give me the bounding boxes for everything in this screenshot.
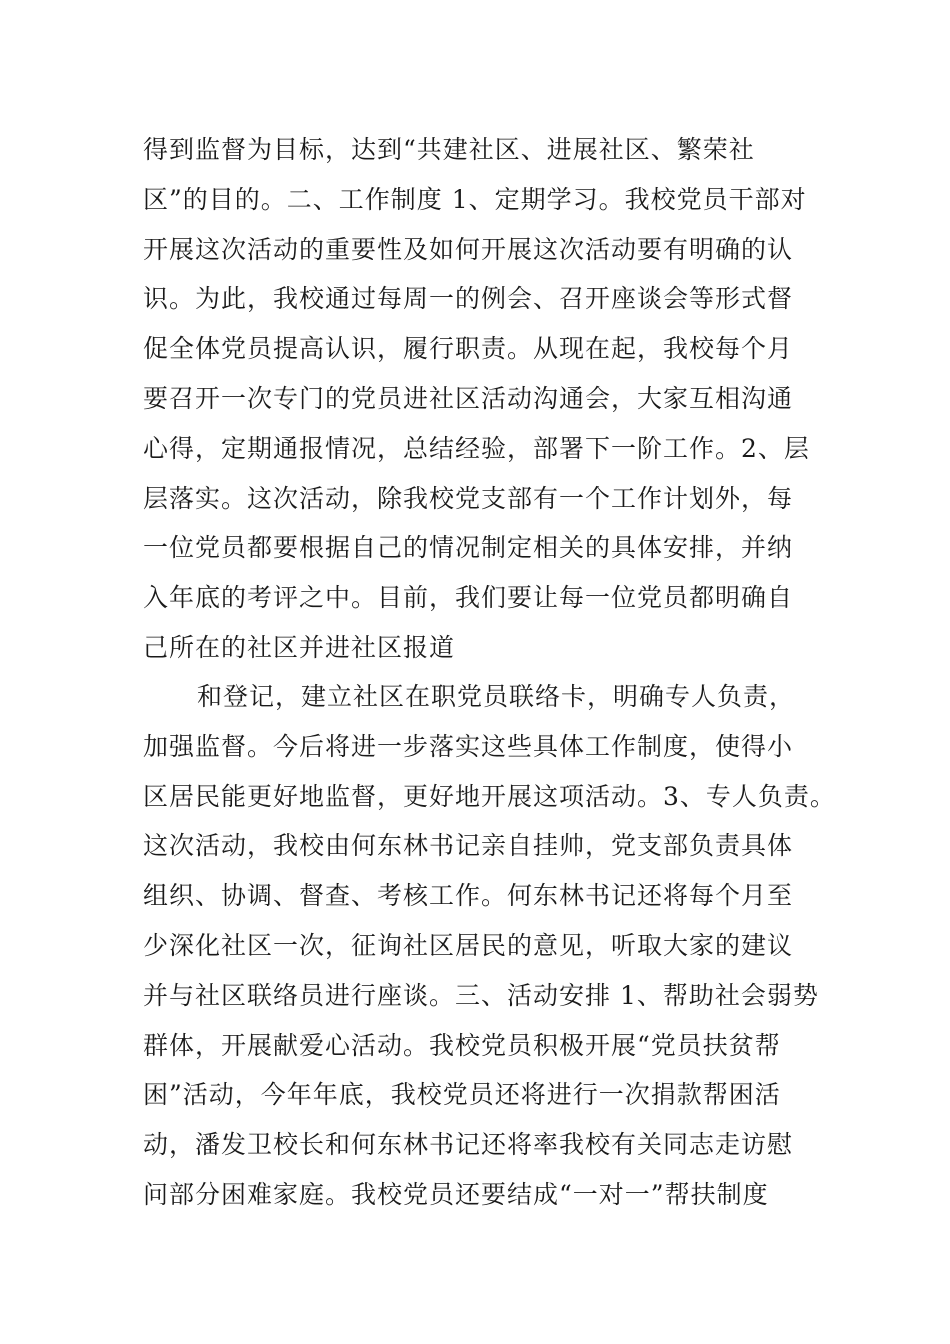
text-line: 区居民能更好地监督，更好地开展这项活动。3、专人负责。 <box>143 781 836 811</box>
text-line: 入年底的考评之中。目前，我们要让每一位党员都明确自 <box>143 583 794 613</box>
text-line: 己所在的社区并进社区报道 <box>143 633 456 662</box>
text-line: 加强监督。今后将进一步落实这些具体工作制度，使得小 <box>143 731 794 761</box>
text-line: 促全体党员提高认识，履行职责。从现在起，我校每个月 <box>143 334 794 364</box>
text-line: 少深化社区一次，征询社区居民的意见，听取大家的建议 <box>143 931 794 960</box>
text-line: 识。为此，我校通过每周一的例会、召开座谈会等形式督 <box>143 284 794 314</box>
text-line: 得到监督为目标，达到“共建社区、进展社区、繁荣社 <box>143 135 755 164</box>
text-line: 心得，定期通报情况，总结经验，部署下一阶工作。2、层 <box>143 433 810 463</box>
text-line: 和登记，建立社区在职党员联络卡，明确专人负责， <box>197 682 796 711</box>
text-line: 并与社区联络员进行座谈。三、活动安排 1、帮助社会弱势 <box>143 980 819 1010</box>
text-line: 这次活动，我校由何东林书记亲自挂帅，党支部负责具体 <box>143 831 794 861</box>
text-line: 层落实。这次活动，除我校党支部有一个工作计划外，每 <box>143 483 794 513</box>
text-line: 开展这次活动的重要性及如何开展这次活动要有明确的认 <box>143 234 794 264</box>
text-line: 要召开一次专门的党员进社区活动沟通会，大家互相沟通 <box>143 384 794 413</box>
text-line: 区”的目的。二、工作制度 1、定期学习。我校党员干部对 <box>143 184 807 214</box>
text-line: 动，潘发卫校长和何东林书记还将率我校有关同志走访慰 <box>143 1130 794 1160</box>
text-line: 困”活动，今年年底，我校党员还将进行一次捐款帮困活 <box>143 1080 781 1110</box>
text-line: 群体，开展献爱心活动。我校党员积极开展“党员扶贫帮 <box>143 1030 781 1060</box>
text-line: 问部分困难家庭。我校党员还要结成“一对一”帮扶制度 <box>143 1180 769 1209</box>
text-line: 一位党员都要根据自己的情况制定相关的具体安排，并纳 <box>143 533 794 563</box>
text-line: 组织、协调、督查、考核工作。何东林书记还将每个月至 <box>143 881 794 911</box>
